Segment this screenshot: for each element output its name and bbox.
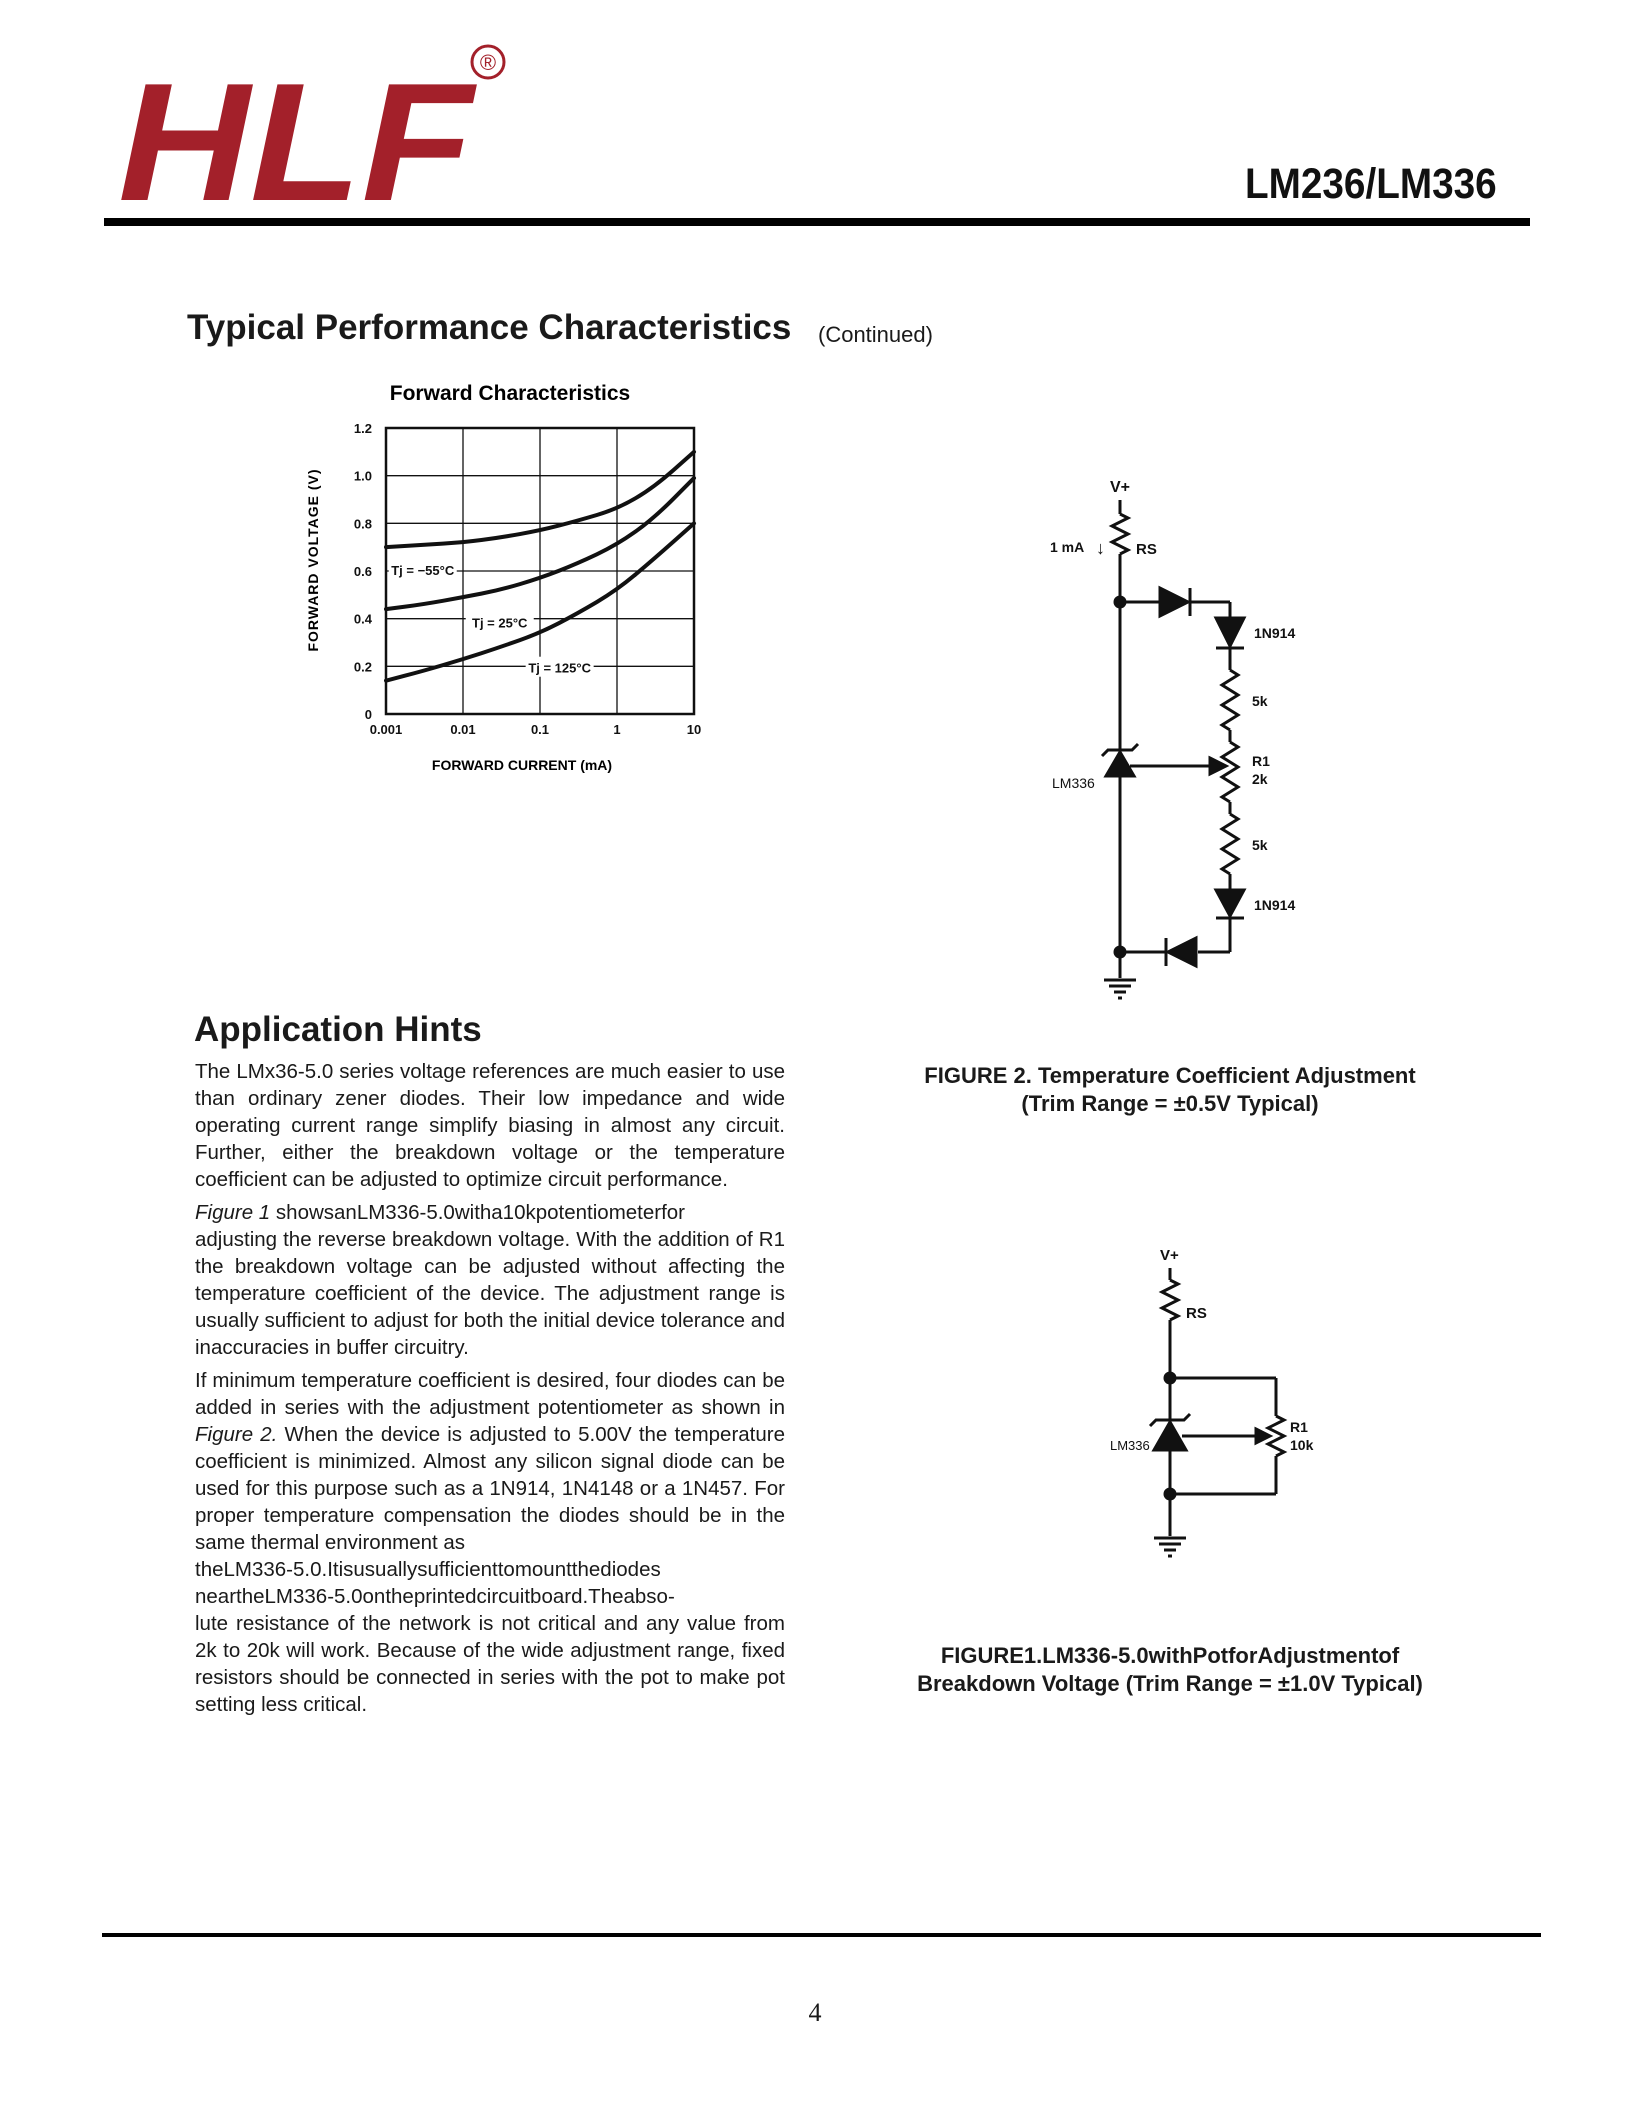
figure-1-schematic bbox=[1090, 1240, 1350, 1580]
fig2-vplus: V+ bbox=[1110, 479, 1131, 496]
fig2-r-bottom-label: 5k bbox=[1252, 837, 1268, 853]
logo-text: HLF bbox=[118, 48, 478, 216]
application-hints-title: Application Hints bbox=[194, 1010, 482, 1049]
section-title: Typical Performance Characteristics bbox=[187, 308, 792, 347]
header-rule bbox=[104, 218, 1530, 226]
figure-2-reference: Figure 2. bbox=[195, 1423, 278, 1446]
fig1-r1-value: 10k bbox=[1290, 1437, 1314, 1453]
fig1-ground-icon bbox=[1154, 1538, 1186, 1556]
figure-2-caption-line1: FIGURE 2. Temperature Coefficient Adjustment bbox=[924, 1063, 1416, 1088]
figure-1-reference: Figure 1 bbox=[195, 1201, 271, 1224]
hints-p3-a: If minimum temperature coefficient is desired, four diodes can be added in series with the adjustment potentiometer as shown in bbox=[195, 1369, 785, 1419]
chart-y-tick-label: 0.4 bbox=[353, 611, 372, 627]
chart-series-label: Tj = −55°C bbox=[391, 563, 455, 578]
chart-series-label: Tj = 125°C bbox=[528, 660, 591, 676]
fig2-resistor-5k-top bbox=[1222, 670, 1238, 730]
section-continued: (Continued) bbox=[818, 322, 933, 347]
part-number: LM236/LM336 bbox=[1245, 160, 1497, 208]
figure-2-schematic bbox=[1030, 470, 1330, 1030]
chart-y-tick-label: 1.2 bbox=[353, 421, 372, 436]
chart-y-tick-label: 0.8 bbox=[353, 516, 372, 532]
footer-rule bbox=[102, 1933, 1541, 1937]
chart-x-tick-label: 10 bbox=[686, 722, 702, 737]
chart-title: Forward Characteristics bbox=[389, 382, 631, 405]
fig2-rs-resistor bbox=[1112, 514, 1128, 554]
application-hints-body bbox=[195, 1058, 785, 1724]
fig2-lm336-zener bbox=[1106, 752, 1134, 776]
fig2-r1-value: 2k bbox=[1252, 771, 1268, 787]
hints-paragraph-2 bbox=[195, 1199, 785, 1361]
chart-xlabel: FORWARD CURRENT (mA) bbox=[431, 757, 613, 773]
figure-1-caption bbox=[880, 1642, 1460, 1698]
fig2-wiper-arrow bbox=[1210, 758, 1226, 774]
chart-x-tick-label: 0.01 bbox=[450, 722, 476, 737]
fig1-rs-resistor bbox=[1162, 1280, 1178, 1320]
hints-p2-lead: showsanLM336-5.0witha10kpotentiometerfor bbox=[270, 1201, 686, 1224]
chart-series-label: Tj = 25°C bbox=[472, 615, 528, 631]
fig1-device-label: LM336 bbox=[1110, 1438, 1150, 1453]
chart-x-tick-label: 0.1 bbox=[530, 722, 550, 737]
hints-p3-e: lute resistance of the network is not critical and any value from 2k to 20k will work. Because of the wide adjustment range, fixed resistors should be connected in series with the pot to make pot setting less critical. bbox=[195, 1612, 785, 1716]
fig2-ground-icon bbox=[1104, 980, 1136, 998]
hints-paragraph-3 bbox=[195, 1367, 785, 1718]
figure-1-caption-line1: FIGURE1.LM336-5.0withPotforAdjustmentof bbox=[940, 1643, 1400, 1668]
hints-p2-rest: adjusting the reverse breakdown voltage. With the addition of R1 the breakdown voltage can be adjusted without affecting the temperature coefficient of the device. The adjustment range is usually sufficient to adjust for both the initial device tolerance and inaccuracies in buffer circuitry. bbox=[195, 1228, 785, 1359]
fig2-diode-1n914-bottom bbox=[1216, 890, 1244, 916]
fig2-r1-name: R1 bbox=[1252, 753, 1270, 769]
chart-y-tick-label: 1.0 bbox=[353, 468, 372, 484]
hints-p3-b: When the device is adjusted to 5.00V the temperature coefficient is minimized. Almost any silicon signal diode can be used for this purpose such as a 1N914, 1N4148 or a 1N457. For proper temperature compensation the diodes should be in the same thermal environment as bbox=[195, 1423, 785, 1554]
fig2-device-label: LM336 bbox=[1052, 775, 1095, 791]
fig1-lm336-zener bbox=[1154, 1422, 1186, 1450]
fig2-diode-1n914-top bbox=[1216, 618, 1244, 646]
fig2-r-top-label: 5k bbox=[1252, 693, 1268, 709]
fig1-rs: RS bbox=[1186, 1305, 1207, 1322]
chart-y-tick-label: 0.6 bbox=[353, 564, 372, 579]
fig2-current: 1 mA bbox=[1050, 539, 1085, 555]
page-number: 4 bbox=[808, 1998, 822, 2027]
fig2-diode-horizontal-top bbox=[1160, 588, 1188, 616]
hints-p3-d: neartheLM336-5.0ontheprintedcircuitboard.Theabso- bbox=[195, 1585, 675, 1608]
chart-x-tick-label: 0.001 bbox=[369, 722, 403, 737]
chart-x-tick-label: 1 bbox=[613, 722, 621, 737]
fig2-r1-pot bbox=[1222, 742, 1238, 802]
fig2-resistor-5k-bottom bbox=[1222, 814, 1238, 874]
hlf-logo bbox=[112, 40, 532, 216]
chart-y-tick-label: 0.2 bbox=[353, 659, 372, 675]
hints-paragraph-1: The LMx36-5.0 series voltage references are much easier to use than ordinary zener diodes. Their low impedance and wide operating current range simplify biasing in almost any circuit. Further, either the breakdown voltage or the temperature coefficient can be adjusted to optimize circuit performance. bbox=[195, 1060, 785, 1191]
fig2-diode-bottom-label: 1N914 bbox=[1254, 897, 1296, 913]
fig2-diode-horizontal-bottom bbox=[1168, 938, 1196, 966]
hints-p3-c: theLM336-5.0.Itisusuallysufficienttomountthediodes bbox=[195, 1558, 661, 1581]
figure-2-caption-line2: (Trim Range = ±0.5V Typical) bbox=[1021, 1091, 1319, 1116]
fig1-vplus: V+ bbox=[1160, 1247, 1179, 1264]
figure-2-caption bbox=[880, 1062, 1460, 1118]
fig1-r1-name: R1 bbox=[1290, 1419, 1308, 1435]
fig1-wiper-arrow bbox=[1256, 1429, 1270, 1443]
fig2-current-arrow: ↓ bbox=[1096, 538, 1105, 558]
registered-mark: ® bbox=[479, 50, 497, 75]
chart-ylabel: FORWARD VOLTAGE (V) bbox=[305, 468, 321, 652]
fig2-rs: RS bbox=[1136, 541, 1157, 558]
fig2-diode-top-label: 1N914 bbox=[1254, 625, 1296, 641]
figure-1-caption-line2: Breakdown Voltage (Trim Range = ±1.0V Typical) bbox=[917, 1671, 1423, 1696]
forward-characteristics-chart bbox=[300, 378, 720, 798]
chart-y-tick-label: 0 bbox=[364, 707, 372, 722]
